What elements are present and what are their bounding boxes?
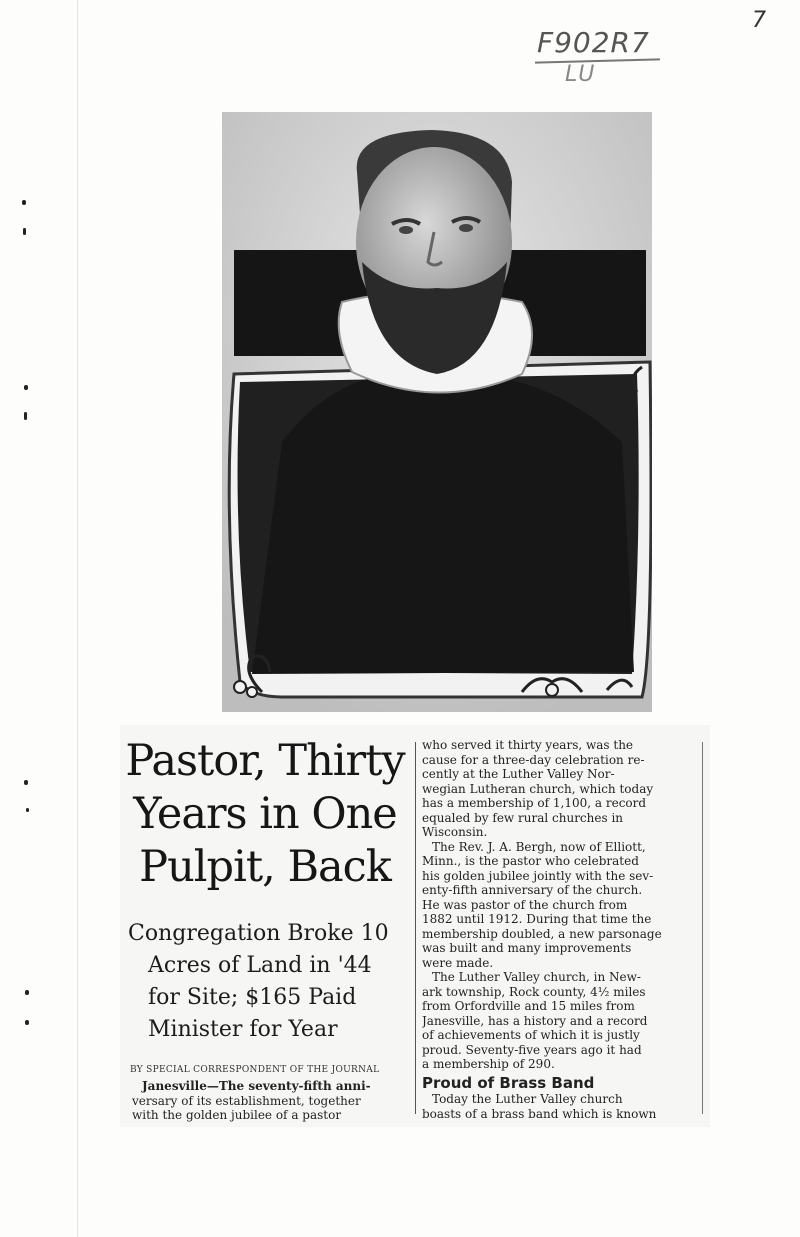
body-line: a membership of 290. (422, 1057, 555, 1071)
body-line: wegian Lutheran church, which today (422, 781, 654, 796)
body-line: was built and many improvements (422, 941, 632, 955)
body-line: The Luther Valley church, in New- (432, 970, 641, 984)
body-line: Janesville—The seventy-fifth anni- (142, 1079, 371, 1093)
article-byline: BY SPECIAL CORRESPONDENT OF THE JOURNAL (130, 1065, 380, 1075)
body-line: from Orfordville and 15 miles from (422, 999, 635, 1013)
body-line: cause for a three-day celebration re- (422, 752, 645, 767)
headline-line: Years in One (133, 789, 397, 839)
body-line: ark township, Rock county, 4½ miles (422, 984, 646, 999)
body-line: who served it thirty years, was the (422, 738, 634, 752)
body-line: membership doubled, a new parsonage (422, 926, 662, 941)
punch-mark (22, 200, 26, 205)
handwritten-code: F902R7 (537, 26, 650, 59)
body-line: Janesville, has a history and a record (422, 1013, 648, 1028)
subhead-line: Minister for Year (148, 1017, 338, 1042)
punch-mark (24, 385, 28, 390)
body-line: versary of its establishment, together (132, 1093, 361, 1108)
article-column-left (132, 1079, 412, 1123)
body-line: cently at the Luther Valley Nor- (422, 767, 615, 781)
body-line: with the golden jubilee of a pastor (132, 1108, 342, 1122)
column-rule (415, 742, 416, 1114)
headline-line: Pastor, Thirty (125, 736, 405, 786)
portrait-photo (222, 112, 652, 712)
body-line: has a membership of 1,100, a record (422, 796, 647, 810)
punch-mark (26, 808, 29, 812)
subhead-line: for Site; $165 Paid (148, 985, 357, 1010)
portrait-illustration (222, 112, 652, 712)
headline-line: Pulpit, Back (139, 842, 391, 892)
punch-mark (25, 990, 29, 995)
article-headline (120, 735, 410, 894)
column-edge (702, 742, 703, 1114)
handwritten-underline (535, 58, 660, 63)
body-line: The Rev. J. A. Bergh, now of Elliott, (432, 839, 646, 854)
body-line: were made. (422, 955, 494, 970)
handwritten-page-number: 7 (752, 8, 767, 33)
body-line: 1882 until 1912. During that time the (422, 912, 652, 926)
punch-mark (24, 412, 27, 420)
subhead-line: Congregation Broke 10 (128, 921, 389, 946)
body-line: Minn., is the pastor who celebrated (422, 854, 639, 868)
body-line: He was pastor of the church from (422, 897, 628, 912)
body-line: enty-fifth anniversary of the church. (422, 883, 643, 897)
punch-mark (25, 1020, 29, 1025)
body-line: Wisconsin. (422, 825, 488, 839)
body-line: Today the Luther Valley church (432, 1092, 623, 1106)
article-crosshead: Proud of Brass Band (422, 1073, 595, 1092)
body-line: equaled by few rural churches in (422, 810, 624, 825)
article-subhead (128, 918, 413, 1046)
subhead-line: Acres of Land in '44 (148, 953, 372, 978)
body-line: of achievements of which it is justly (422, 1028, 640, 1042)
handwritten-sub-code: LU (565, 62, 596, 87)
punch-mark (23, 228, 26, 235)
article-column-right (422, 738, 702, 1121)
body-line: proud. Seventy-five years ago it had (422, 1042, 642, 1057)
punch-mark (24, 780, 28, 785)
margin-line (77, 0, 78, 1237)
body-line: his golden jubilee jointly with the sev- (422, 868, 654, 883)
body-line: boasts of a brass band which is known (422, 1106, 657, 1121)
